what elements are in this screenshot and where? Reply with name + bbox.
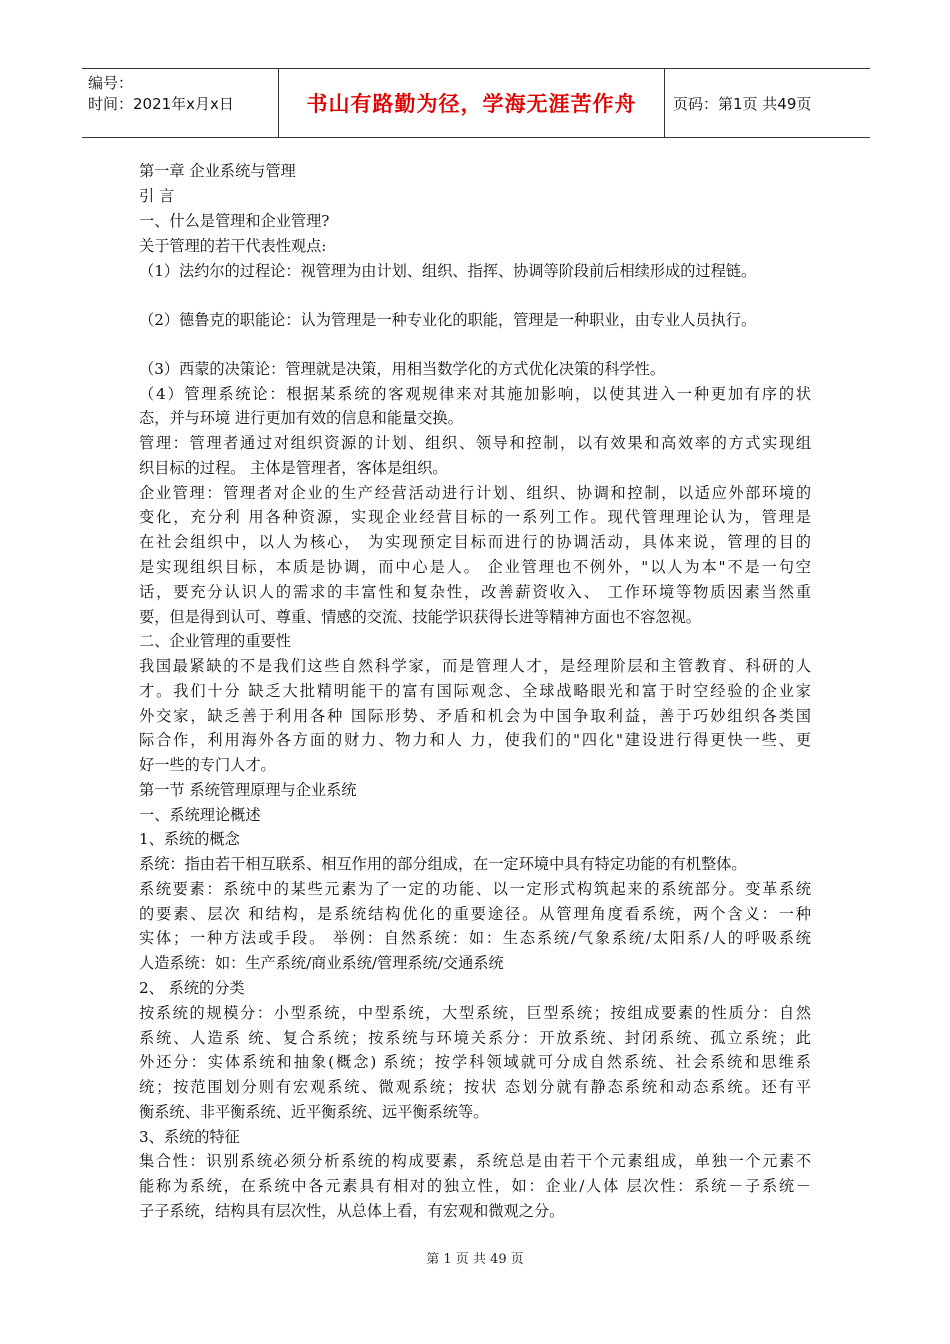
text-line: 统；按范围划分则有宏观系统、微观系统；按状 态划分就有静态系统和动态系统。还有平 [139,1078,811,1096]
text-line: 的要素、层次 和结构，是系统结构优化的重要途径。从管理角度看系统，两个含义：一种 [139,905,811,923]
section-heading: 第一节 系统管理原理与企业系统 [139,781,357,799]
header-meta [82,69,279,137]
text-line: 外交家，缺乏善于利用各种 国际形势、矛盾和机会为中国争取利益，善于巧妙组织各类国 [139,707,811,725]
text-line: （4）管理系统论：根据某系统的客观规律来对其施加影响，以使其进入一种更加有序的状 [139,385,811,403]
text-line: （2）德鲁克的职能论：认为管理是一种专业化的职能，管理是一种职业，由专业人员执行。 [139,311,757,329]
section-heading: 一、什么是管理和企业管理? [139,212,330,230]
page-header [82,68,870,138]
text-line: 系统：指由若干相互联系、相互作用的部分组成，在一定环境中具有特定功能的有机整体。 [139,855,747,873]
text-line: 系统、人造系 统、复合系统；按系统与环境关系分：开放系统、封闭系统、孤立系统；此 [139,1029,811,1047]
section-heading: 3、系统的特征 [139,1128,240,1146]
text-line: 态，并与环境 进行更加有效的信息和能量交换。 [139,409,463,427]
text-line: 子子系统，结构具有层次性，从总体上看，有宏观和微观之分。 [139,1202,565,1220]
text-line: 管理：管理者通过对组织资源的计划、组织、领导和控制，以有效果和高效率的方式实现组 [139,434,811,452]
section-heading: 一、系统理论概述 [139,806,261,824]
text-line: （1）法约尔的过程论：视管理为由计划、组织、指挥、协调等阶段前后相续形成的过程链。 [139,262,757,280]
text-line: 实体；一种方法或手段。 举例：自然系统：如：生态系统/气象系统/太阳系/人的呼吸系统 [139,929,811,947]
text-line: 集合性：识别系统必须分析系统的构成要素，系统总是由若干个元素组成，单独一个元素不 [139,1152,811,1170]
text-line: 系统要素：系统中的某些元素为了一定的功能、以一定形式构筑起来的系统部分。变革系统 [139,880,811,898]
text-line: 变化，充分利 用各种资源，实现企业经营目标的一系列工作。现代管理理论认为，管理是 [139,508,811,526]
header-motto-cell [279,69,665,137]
text-line: 外还分：实体系统和抽象(概念) 系统；按学科领域就可分成自然系统、社会系统和思维系 [139,1053,811,1071]
header-motto: 书山有路勤为径，学海无涯苦作舟 [306,92,637,116]
chapter-heading: 第一章 企业系统与管理 [139,162,296,180]
text-line: 是实现组织目标，本质是协调，而中心是人。 企业管理也不例外，"以人为本"不是一句空 [139,558,811,576]
text-line: 好一些的专门人才。 [139,756,276,774]
doc-number-label: 编号： [88,74,134,92]
section-heading: 1、系统的概念 [139,830,240,848]
text-line: 能称为系统，在系统中各元素具有相对的独立性，如：企业/人体 层次性：系统－子系统－ [139,1177,811,1195]
text-line: 我国最紧缺的不是我们这些自然科学家，而是管理人才，是经理阶层和主管教育、科研的人 [139,657,811,675]
page-footer: 第 1 页 共 49 页 [426,1252,524,1267]
header-page-info: 页码：第1页 共49页 [673,94,812,113]
text-line: 话，要充分认识人的需求的丰富性和复杂性，改善薪资收入、 工作环境等物质因素当然重 [139,583,811,601]
section-heading: 二、企业管理的重要性 [139,632,291,650]
text-line: 企业管理：管理者对企业的生产经营活动进行计划、组织、协调和控制，以适应外部环境的 [139,484,811,502]
text-line: 按系统的规模分：小型系统，中型系统，大型系统，巨型系统；按组成要素的性质分：自然 [139,1004,811,1022]
section-heading: 引 言 [139,187,175,205]
text-line: 织目标的过程。 主体是管理者，客体是组织。 [139,459,448,477]
text-line: 衡系统、非平衡系统、近平衡系统、远平衡系统等。 [139,1103,489,1121]
text-line: 才。我们十分 缺乏大批精明能干的富有国际观念、全球战略眼光和富于时空经验的企业家 [139,682,811,700]
text-line: 在社会组织中，以人为核心， 为实现预定目标而进行的协调活动，具体来说，管理的目的 [139,533,811,551]
text-line: 要，但是得到认可、尊重、情感的交流、技能学识获得长进等精神方面也不容忽视。 [139,608,701,626]
doc-date-label: 时间：2021年x月x日 [88,95,234,113]
text-line: 际合作，利用海外各方面的财力、物力和人 力，使我们的"四化"建设进行得更快一些、更 [139,731,811,749]
text-line: （3）西蒙的决策论：管理就是决策，用相当数学化的方式优化决策的科学性。 [139,360,666,378]
text-line: 关于管理的若干代表性观点: [139,237,327,255]
section-heading: 2、 系统的分类 [139,979,245,997]
text-line: 人造系统：如：生产系统/商业系统/管理系统/交通系统 [139,954,504,972]
